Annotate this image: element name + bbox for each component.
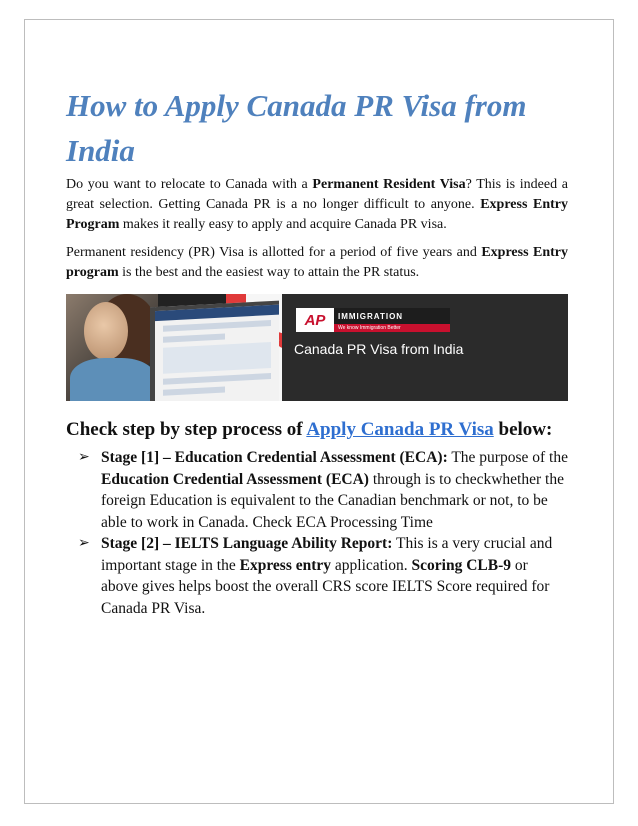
eca-term: Education Credential Assessment (ECA)	[101, 470, 369, 488]
permanent-resident-visa-term: Permanent Resident Visa	[312, 177, 466, 192]
scoring-clb-term: Scoring CLB-9	[411, 556, 511, 574]
logo-mark: AP	[304, 311, 326, 329]
face-shape	[84, 302, 128, 360]
logo-tagline: We know Immigration Better	[334, 324, 450, 332]
express-entry-program-term-2: Express Entry program	[66, 245, 568, 280]
logo-name: IMMIGRATION	[334, 308, 450, 324]
arrow-bullet-icon: ➢	[78, 535, 90, 551]
banner-image	[66, 294, 568, 401]
stages-list	[66, 447, 568, 619]
laptop-screen	[150, 301, 279, 401]
steps-heading: Check step by step process of Apply Canada PR Visa below:	[66, 419, 553, 440]
banner-dark-panel	[282, 294, 568, 401]
woman-photo	[66, 294, 158, 401]
stage-2-heading: Stage [2] – IELTS Language Ability Report:	[101, 535, 393, 552]
shirt-shape	[70, 358, 156, 401]
list-item-stage-2: ➢ Stage [2] – IELTS Language Ability Report: This is a very crucial and important stage in the Express entry application. Scoring CLB-9 or above gives helps boost the overall CRS score IELTS Score required for Canada PR Visa.	[78, 535, 553, 617]
express-entry-term: Express entry	[239, 556, 332, 574]
stage-1-heading: Stage [1] – Education Credential Assessment (ECA):	[101, 449, 448, 466]
banner-caption: Canada PR Visa from India	[294, 341, 464, 357]
intro-paragraph-1: Do you want to relocate to Canada with a Permanent Resident Visa? This is indeed a great selection. Getting Canada PR is a no longer difficult to anyone. Express Entry Program makes it really easy to apply and acquire Canada PR visa.	[66, 177, 568, 232]
apply-canada-pr-visa-link[interactable]: Apply Canada PR Visa	[306, 419, 494, 440]
express-entry-program-term: Express Entry Program	[66, 197, 568, 232]
list-item-stage-1: ➢ Stage [1] – Education Credential Assessment (ECA): The purpose of the Education Credential Assessment (ECA) through is to checkwhether the foreign Education is equivalent to the Canadian benchmark or not, to be able to work in Canada. Check ECA Processing Time	[78, 449, 568, 531]
document-content	[66, 83, 568, 619]
intro-paragraph-2: Permanent residency (PR) Visa is allotted for a period of five years and Express Entry program is the best and the easiest way to attain the PR status.	[66, 245, 568, 280]
ap-immigration-logo	[296, 308, 450, 332]
arrow-bullet-icon: ➢	[78, 449, 90, 465]
page-title: How to Apply Canada PR Visa from India	[66, 88, 527, 168]
document-page	[24, 19, 614, 804]
